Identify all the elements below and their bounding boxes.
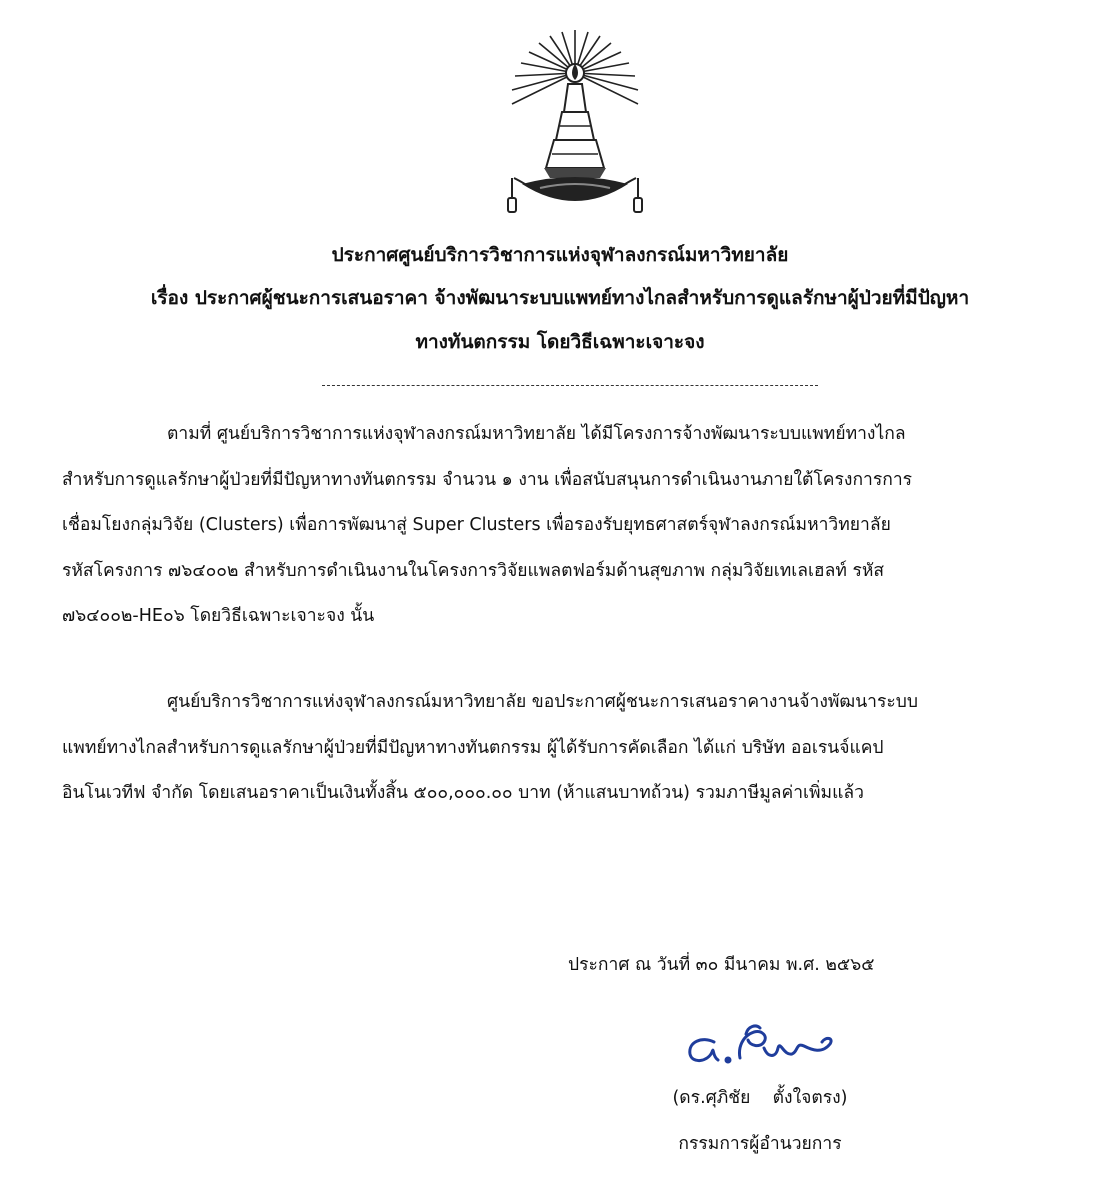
paragraph-line: ศูนย์บริการวิชาการแห่งจุฬาลงกรณ์มหาวิทยาลัย ขอประกาศผู้ชนะการเสนอราคางานจ้างพัฒนาระบบ [167, 692, 919, 712]
signer-name: (ดร.ศุภิชัย ตั้งใจตรง) [672, 1088, 848, 1108]
signer-position: กรรมการผู้อำนวยการ [678, 1134, 842, 1154]
announcement-subject: เรื่อง ประกาศผู้ชนะการเสนอราคา จ้างพัฒนาระบบแพทย์ทางไกลสำหรับการดูแลรักษาผู้ป่วยที่มีปัญหา [150, 287, 970, 309]
handwritten-signature [680, 1018, 850, 1074]
announcement-title: ประกาศศูนย์บริการวิชาการแห่งจุฬาลงกรณ์มหาวิทยาลัย [331, 244, 789, 266]
paragraph-line: สำหรับการดูแลรักษาผู้ป่วยที่มีปัญหาทางทันตกรรม จำนวน ๑ งาน เพื่อสนับสนุนการดำเนินงานภายใต้โครงการการ [62, 469, 913, 490]
paragraph-winner [62, 680, 1058, 817]
announcement-date: ประกาศ ณ วันที่ ๓๐ มีนาคม พ.ศ. ๒๕๖๕ [568, 955, 875, 975]
paragraph-line: ตามที่ ศูนย์บริการวิชาการแห่งจุฬาลงกรณ์มหาวิทยาลัย ได้มีโครงการจ้างพัฒนาระบบแพทย์ทางไกล [167, 424, 906, 444]
paragraph-background [62, 412, 1058, 640]
chula-emblem-logo [500, 28, 650, 228]
paragraph-line: อินโนเวทีฟ จำกัด โดยเสนอราคาเป็นเงินทั้งสิ้น ๕๐๐,๐๐๐.๐๐ บาท (ห้าแสนบาทถ้วน) รวมภาษีมูลค่าเพิ่มแล้ว [62, 783, 864, 803]
announcement-subject-continued: ทางทันตกรรม โดยวิธีเฉพาะเจาะจง [415, 331, 705, 353]
separator-line [322, 385, 818, 386]
paragraph-line: แพทย์ทางไกลสำหรับการดูแลรักษาผู้ป่วยที่มีปัญหาทางทันตกรรม ผู้ได้รับการคัดเลือก ได้แก่ บริษัท ออเรนจ์แคป [62, 737, 884, 758]
paragraph-line: รหัสโครงการ ๗๖๔๐๐๒ สำหรับการดำเนินงานในโครงการวิจัยแพลตฟอร์มด้านสุขภาพ กลุ่มวิจัยเทเลเฮลท์ รหัส [62, 560, 885, 581]
paragraph-line: ๗๖๔๐๐๒-HE๐๖ โดยวิธีเฉพาะเจาะจง นั้น [62, 606, 375, 626]
paragraph-line: เชื่อมโยงกลุ่มวิจัย (Clusters) เพื่อการพัฒนาสู่ Super Clusters เพื่อรองรับยุทธศาสตร์จุฬาลงกรณ์มหาวิทยาลัย [62, 515, 891, 535]
